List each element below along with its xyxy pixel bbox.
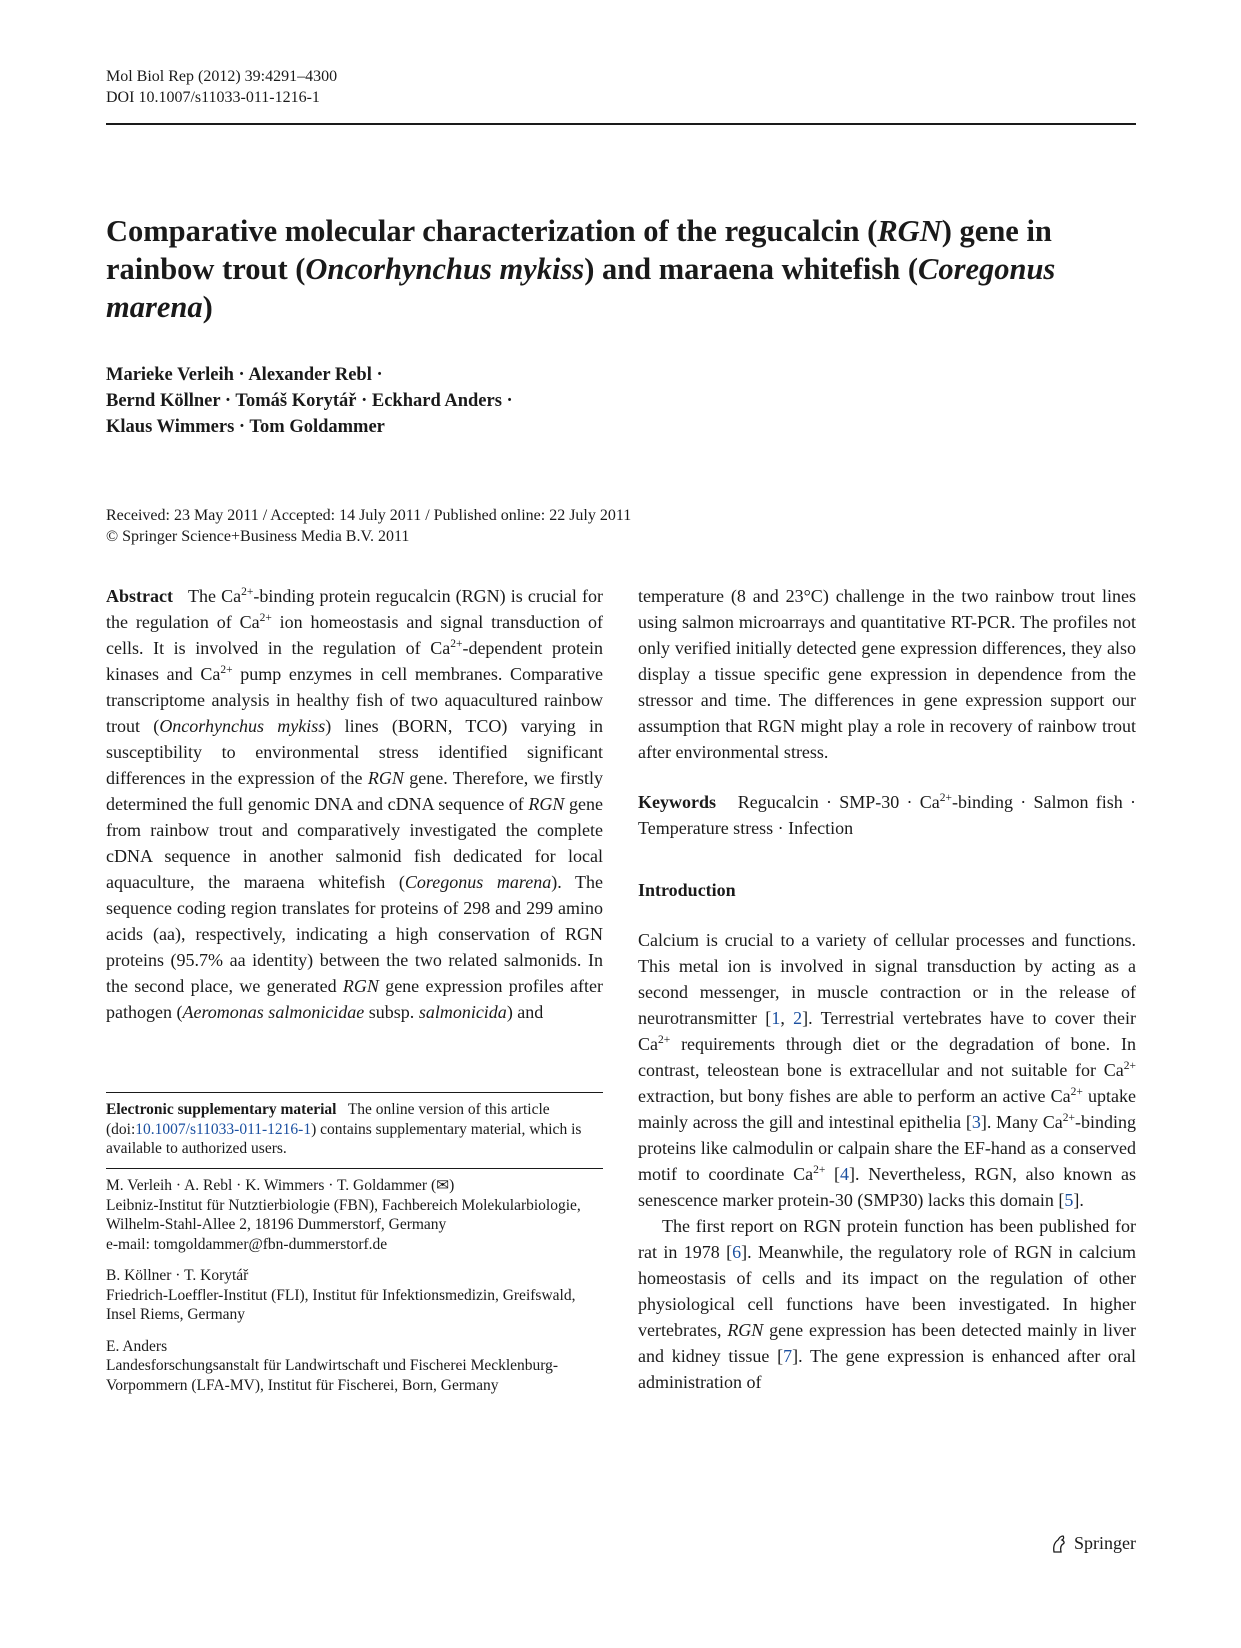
citation-link[interactable]: 5 <box>1064 1190 1074 1210</box>
esm-heading: Electronic supplementary material <box>106 1101 337 1118</box>
affiliation-address: Leibniz-Institut für Nutztierbiologie (FBN), Fachbereich Molekularbiologie, Wilhelm-Stahl-Allee 2, 18196 Dummerstorf, Germany <box>106 1196 581 1233</box>
abstract-heading: Abstract <box>106 586 173 606</box>
abstract-continued: temperature (8 and 23°C) challenge in the two rainbow trout lines using salmon microarrays and quantitative RT-PCR. The profiles not only verified initially detected gene expression differences, they also display a tissue specific gene expression in dependence from the stressor and time. The differences in gene expression support our assumption that RGN might play a role in recovery of rainbow trout after environmental stress. <box>638 586 1136 762</box>
citation-link[interactable]: 7 <box>783 1346 793 1366</box>
publication-dates <box>106 505 631 547</box>
title-text: ) <box>202 290 213 324</box>
affiliation-address: Friedrich-Loeffler-Institut (FLI), Institut für Infektionsmedizin, Greifswald, Insel Riems, Germany <box>106 1286 576 1323</box>
doi-line: DOI 10.1007/s11033-011-1216-1 <box>106 89 320 106</box>
citation-link[interactable]: 4 <box>840 1164 850 1184</box>
title-text: ) and maraena whitefish ( <box>584 252 918 286</box>
email-address[interactable]: e-mail: tomgoldammer@fbn-dummerstorf.de <box>106 1235 388 1253</box>
author-list <box>106 362 513 440</box>
citation-link[interactable]: 3 <box>971 1112 981 1132</box>
keywords-heading: Keywords <box>638 792 716 812</box>
footnote-rule <box>106 1168 603 1169</box>
affiliation-names: M. Verleih · A. Rebl · K. Wimmers · T. Goldammer (✉) <box>106 1177 455 1194</box>
header-rule <box>106 123 1136 125</box>
springer-logo <box>1050 1533 1136 1554</box>
esm-note: Electronic supplementary material The online version of this article (doi:10.1007/s11033-011-1216-1) contains supplementary material, which is available to authorized users. <box>106 1101 582 1157</box>
title-text: Comparative molecular characterization of the regucalcin ( <box>106 214 878 248</box>
affiliation-address: Landesforschungsanstalt für Landwirtschaft und Fischerei Mecklenburg-Vorpommern (LFA-MV), Institut für Fischerei, Born, Germany <box>106 1357 559 1394</box>
citation-link[interactable]: 1 <box>771 1008 781 1028</box>
author-line: Marieke Verleih · Alexander Rebl · <box>106 365 383 385</box>
keywords: Keywords Regucalcin · $SMP-30 \cdot Ca^{2+}$-binding · Salmon fish · Temperature stress · Infection <box>638 792 1136 838</box>
introduction-paragraph: Calcium is crucial to a variety of cellular processes and functions. This metal ion is involved in signal transduction by acting as a second messenger, in muscle contraction or in the release of neurotransmitter [1, 2]. Terrestrial vertebrates have to cover their $Ca^{2+}$ requirements through diet or the degradation of bone. In contrast, teleostean bone is extracellular and not suitable for $Ca^{2+}$ extraction, but bony fishes are able to perform an active $Ca^{2+}$ uptake mainly across the gill and intestinal epithelia [3]. Many $Ca^{2+}$-binding proteins like calmodulin or calpain share the EF-hand as a conserved motif to coordinate $Ca^{2+}$ [4]. Nevertheless, RGN, also known as senescence marker protein-30 (SMP30) lacks this domain [5]. <box>638 930 1137 1210</box>
affiliation-names: B. Köllner · T. Korytář <box>106 1267 249 1284</box>
journal-header <box>106 66 337 108</box>
affiliations <box>106 1176 603 1395</box>
author-line: Klaus Wimmers · Tom Goldammer <box>106 417 385 437</box>
springer-horse-icon <box>1050 1534 1068 1554</box>
citation-link[interactable]: 2 <box>793 1008 803 1028</box>
dates-line: Received: 23 May 2011 / Accepted: 14 July 2011 / Published online: 22 July 2011 <box>106 507 632 524</box>
citation-link[interactable]: 6 <box>732 1242 742 1262</box>
title-text: ) gene in rainbow trout ( <box>106 214 1052 286</box>
affiliation-names: E. Anders <box>106 1337 168 1355</box>
author-line: Bernd Köllner · Tomáš Korytář · Eckhard Anders · <box>106 391 513 411</box>
paper-title <box>106 212 1146 326</box>
journal-citation: Mol Biol Rep (2012) 39:4291–4300 <box>106 68 338 85</box>
copyright-line: © Springer Science+Business Media B.V. 2011 <box>106 528 410 545</box>
introduction-heading: Introduction <box>638 880 736 900</box>
abstract-section <box>106 583 603 1025</box>
title-species-trout: Oncorhynchus mykiss <box>305 252 585 286</box>
doi-link[interactable]: 10.1007/s11033-011-1216-1 <box>135 1120 312 1138</box>
title-gene: RGN <box>877 214 942 248</box>
abstract-text: Abstract The $Ca^{2+}$-binding protein regucalcin (RGN) is crucial for the regulation of $Ca^{2+}$ ion homeostasis and signal transduction of cells. It is involved in the regulation of $Ca^{2+}$-dependent protein kinases and $Ca^{2+}$ pump enzymes in cell membranes. Comparative transcriptome analysis in healthy fish of two aquacultured rainbow trout (Oncorhynchus mykiss) lines (BORN, TCO) varying in susceptibility to environmental stress identified significant differences in the expression of the RGN gene. Therefore, we firstly determined the full genomic DNA and cDNA sequence of RGN gene from rainbow trout and comparatively investigated the complete cDNA sequence in another salmonid fish dedicated for local aquaculture, the maraena whitefish (Coregonus marena). The sequence coding region translates for proteins of 298 and 299 amino acids (aa), respectively, indicating a high conservation of RGN proteins (95.7% aa identity) between the two related salmonids. In the second place, we generated RGN gene expression profiles after pathogen (Aeromonas salmonicidae subsp. salmonicida) and <box>106 586 604 1022</box>
right-column <box>638 583 1136 1395</box>
introduction-paragraph: The first report on RGN protein function has been published for rat in 1978 [6]. Meanwhile, the regulatory role of RGN in calcium homeostasis of cells and its impact on the regulation of other physiological cell functions have been investigated. In higher vertebrates, RGN gene expression has been detected mainly in liver and kidney tissue [7]. The gene expression is enhanced after oral administration of <box>638 1216 1137 1392</box>
publisher-name: Springer <box>1074 1533 1136 1553</box>
footnote-rule <box>106 1092 603 1093</box>
envelope-icon: ✉ <box>436 1177 450 1194</box>
title-species-whitefish: Coregonus marena <box>106 252 1056 324</box>
